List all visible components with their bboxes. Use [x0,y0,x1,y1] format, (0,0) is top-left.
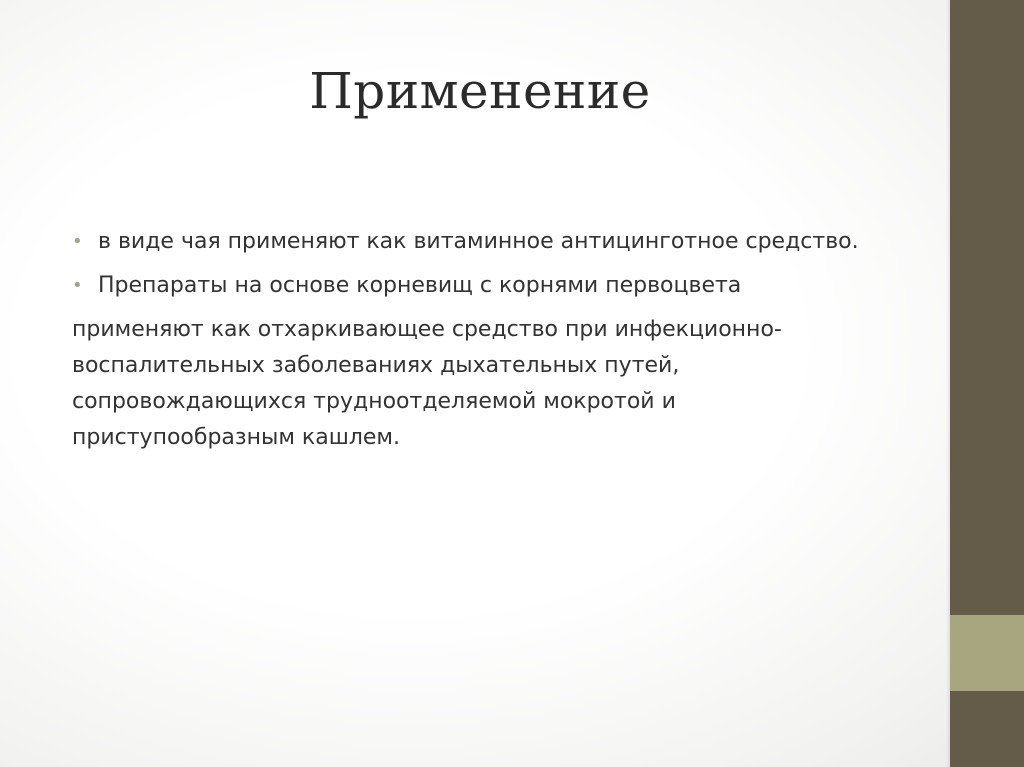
bullet-icon: • [72,275,83,296]
decorative-sidebar [950,0,1024,767]
bullet-text-2: Препараты на основе корневищ с корнями первоцвета [98,273,742,298]
sidebar-dark-band-bottom [950,691,1024,767]
bullet-icon: • [72,231,83,252]
sidebar-accent-band [950,615,1024,691]
body-paragraph: применяют как отхаркивающее средство при инфекционно-воспалительных заболеваниях дыхательных путей, сопровождающихся трудноотделяемой мокротой и приступообразным кашлем. [72,317,782,450]
slide-title: Применение [309,62,651,120]
slide-body [72,224,872,456]
bullet-text-1: в виде чая применяют как витаминное антицинготное средство. [98,229,859,254]
bullet-item-2 [72,268,872,304]
bullet-item-1 [72,224,872,260]
sidebar-dark-band [950,0,1024,615]
